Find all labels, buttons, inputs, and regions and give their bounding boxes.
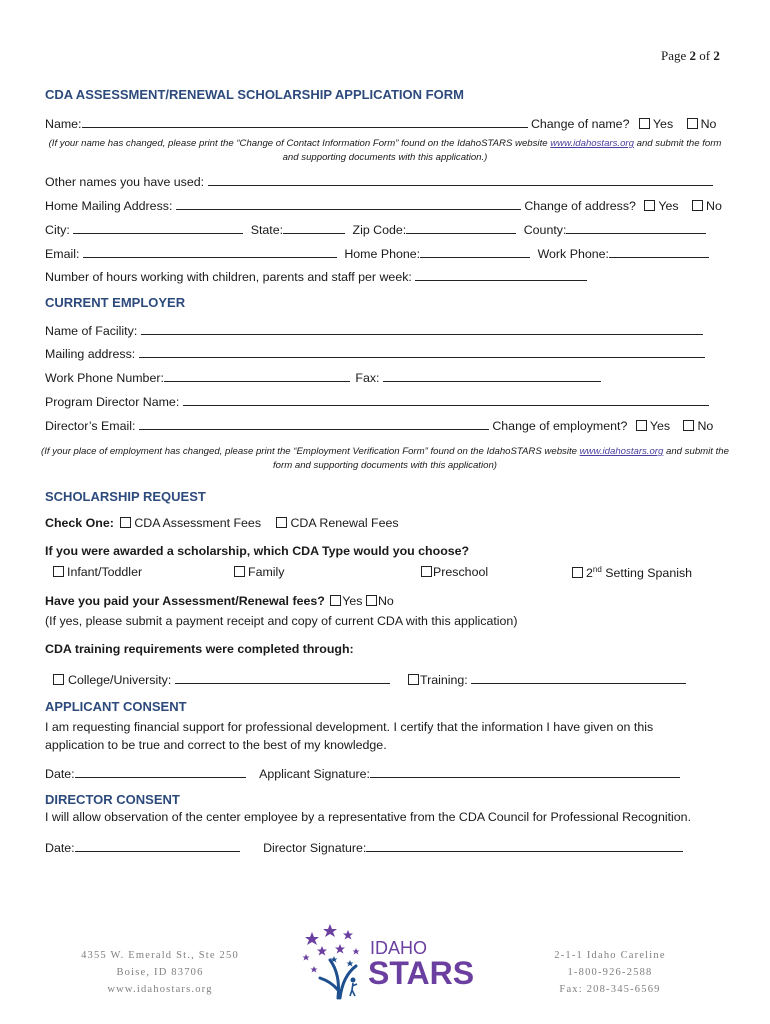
director-consent-heading: DIRECTOR CONSENT bbox=[45, 792, 180, 807]
mailing-field[interactable] bbox=[139, 345, 705, 358]
training-checkbox[interactable] bbox=[408, 674, 419, 685]
applicant-signature-field[interactable] bbox=[370, 765, 680, 778]
change-address-label: Change of address? bbox=[524, 199, 636, 213]
type-preschool-checkbox[interactable] bbox=[421, 566, 432, 577]
county-field[interactable] bbox=[566, 221, 706, 234]
paid-note: (If yes, please submit a payment receipt and copy of current CDA with this application) bbox=[45, 614, 518, 628]
change-name-label: Change of name? bbox=[530, 117, 630, 131]
applicant-consent-text: I am requesting financial support for professional development. I certify that the information I have given on this application to be true and correct to the best of my knowledge. bbox=[45, 720, 654, 752]
change-address-yes-label: Yes bbox=[658, 199, 679, 213]
footer-website: www.idahostars.org bbox=[107, 984, 213, 995]
other-names-field[interactable] bbox=[208, 173, 713, 186]
check-one-row bbox=[45, 516, 399, 530]
change-employment-yes-label: Yes bbox=[649, 419, 671, 433]
college-checkbox[interactable] bbox=[53, 674, 64, 685]
footer-address-line2: Boise, ID 83706 bbox=[116, 967, 204, 978]
footer-contact bbox=[520, 947, 700, 998]
form-title: CDA ASSESSMENT/RENEWAL SCHOLARSHIP APPLICATION FORM bbox=[45, 87, 464, 102]
fax-field[interactable] bbox=[383, 369, 601, 382]
applicant-consent-heading: APPLICANT CONSENT bbox=[45, 699, 187, 714]
assessment-fees-label: CDA Assessment Fees bbox=[134, 516, 262, 530]
change-name-no-label: No bbox=[700, 117, 717, 131]
director-signature-label: Director Signature: bbox=[263, 841, 367, 855]
idahostars-link[interactable]: www.idahostars.org bbox=[550, 138, 634, 149]
address-row bbox=[45, 197, 722, 213]
footer-phone: 1-800-926-2588 bbox=[567, 967, 653, 978]
type-preschool-option[interactable] bbox=[421, 565, 488, 579]
type-spanish-label: 2nd Setting Spanish bbox=[586, 565, 693, 581]
hours-field[interactable] bbox=[415, 268, 587, 281]
change-name-yes-checkbox[interactable] bbox=[639, 118, 650, 129]
logo-text-stars: STARS bbox=[368, 955, 475, 991]
type-infant-checkbox[interactable] bbox=[53, 566, 64, 577]
director-email-row bbox=[45, 417, 713, 433]
hours-label: Number of hours working with children, parents and staff per week: bbox=[45, 270, 412, 284]
renewal-fees-checkbox[interactable] bbox=[276, 517, 287, 528]
type-preschool-label: Preschool bbox=[433, 565, 489, 579]
type-family-option[interactable] bbox=[234, 565, 284, 579]
change-employment-no-checkbox[interactable] bbox=[683, 420, 694, 431]
employer-phone-field[interactable] bbox=[164, 369, 350, 382]
city-row bbox=[45, 221, 706, 237]
hours-row bbox=[45, 268, 587, 284]
work-phone-label: Work Phone: bbox=[537, 247, 609, 261]
name-change-note: (If your name has changed, please print the “Change of Contact Information Form” found on the IdahoSTARS website www.idahostars.org and submit the form and supporting documents with this application.) bbox=[48, 138, 722, 163]
state-label: State: bbox=[250, 223, 284, 237]
applicant-signature-label: Applicant Signature: bbox=[259, 767, 370, 781]
city-field[interactable] bbox=[73, 221, 243, 234]
paid-yes-checkbox[interactable] bbox=[330, 595, 341, 606]
director-consent-text: I will allow observation of the center employee by a representative from the CDA Council for Professional Recognition. bbox=[45, 810, 692, 824]
director-name-field[interactable] bbox=[183, 393, 709, 406]
paid-question: Have you paid your Assessment/Renewal fees? bbox=[45, 594, 325, 608]
college-row bbox=[53, 671, 390, 687]
email-label: Email: bbox=[45, 247, 80, 261]
type-spanish-checkbox[interactable] bbox=[572, 567, 583, 578]
facility-label: Name of Facility: bbox=[45, 324, 138, 338]
mailing-row bbox=[45, 345, 705, 361]
page-number: Page 2 of 2 bbox=[661, 48, 720, 63]
change-address-no-checkbox[interactable] bbox=[692, 200, 703, 211]
director-date-field[interactable] bbox=[75, 839, 240, 852]
footer-address bbox=[70, 947, 250, 998]
director-email-field[interactable] bbox=[139, 417, 489, 430]
paid-row bbox=[45, 594, 394, 608]
idahostars-link-2[interactable]: www.idahostars.org bbox=[579, 446, 664, 457]
employment-change-note: (If your place of employment has changed, please print the “Employment Verification Form” found on the IdahoSTARS website www.idahostars.org and submit the form and supporting documents with this application) bbox=[41, 446, 729, 471]
footer-fax: Fax: 208-345-6569 bbox=[559, 984, 661, 995]
logo-tree-icon bbox=[300, 920, 475, 1000]
training-field[interactable] bbox=[471, 671, 686, 684]
state-field[interactable] bbox=[283, 221, 345, 234]
other-names-row bbox=[45, 173, 713, 189]
college-field[interactable] bbox=[175, 671, 390, 684]
facility-field[interactable] bbox=[141, 322, 703, 335]
home-phone-field[interactable] bbox=[420, 245, 530, 258]
email-field[interactable] bbox=[83, 245, 337, 258]
home-phone-label: Home Phone: bbox=[344, 247, 421, 261]
renewal-fees-label: CDA Renewal Fees bbox=[290, 516, 399, 530]
change-employment-label: Change of employment? bbox=[492, 419, 628, 433]
email-row bbox=[45, 245, 709, 261]
fax-label: Fax: bbox=[355, 371, 380, 385]
change-address-yes-checkbox[interactable] bbox=[644, 200, 655, 211]
logo-text-idaho: IDAHO bbox=[370, 938, 428, 958]
type-infant-option[interactable] bbox=[53, 565, 142, 579]
change-employment-yes-checkbox[interactable] bbox=[636, 420, 647, 431]
type-infant-label: Infant/Toddler bbox=[67, 565, 143, 579]
name-field[interactable] bbox=[82, 115, 528, 128]
training-label: Training: bbox=[420, 673, 468, 687]
cda-type-question: If you were awarded a scholarship, which CDA Type would you choose? bbox=[45, 544, 470, 558]
zip-label: Zip Code: bbox=[352, 223, 407, 237]
zip-field[interactable] bbox=[406, 221, 516, 234]
name-label: Name: bbox=[45, 117, 82, 131]
training-question: CDA training requirements were completed through: bbox=[45, 642, 354, 656]
director-signature-field[interactable] bbox=[366, 839, 683, 852]
director-sign-row bbox=[45, 839, 683, 855]
other-names-label: Other names you have used: bbox=[45, 175, 205, 189]
paid-yes-label: Yes bbox=[342, 594, 363, 608]
change-employment-no-label: No bbox=[697, 419, 714, 433]
idaho-stars-logo bbox=[300, 920, 475, 1000]
director-name-row bbox=[45, 393, 709, 409]
name-row bbox=[45, 115, 716, 131]
applicant-date-label: Date: bbox=[45, 767, 75, 781]
city-label: City: bbox=[45, 223, 70, 237]
mailing-label: Mailing address: bbox=[45, 347, 136, 361]
paid-no-checkbox[interactable] bbox=[366, 595, 377, 606]
work-phone-fax-row bbox=[45, 369, 601, 385]
applicant-date-field[interactable] bbox=[75, 765, 246, 778]
director-date-label: Date: bbox=[45, 841, 75, 855]
change-address-no-label: No bbox=[706, 199, 722, 213]
check-one-label: Check One: bbox=[45, 516, 114, 530]
county-label: County: bbox=[523, 223, 567, 237]
address-label: Home Mailing Address: bbox=[45, 199, 173, 213]
type-family-label: Family bbox=[248, 565, 285, 579]
director-email-label: Director’s Email: bbox=[45, 419, 136, 433]
change-name-yes-label: Yes bbox=[652, 117, 674, 131]
training-row bbox=[408, 671, 686, 687]
assessment-fees-checkbox[interactable] bbox=[120, 517, 131, 528]
address-field[interactable] bbox=[176, 197, 521, 210]
facility-row bbox=[45, 322, 703, 338]
scholarship-heading: SCHOLARSHIP REQUEST bbox=[45, 489, 206, 504]
work-phone-field[interactable] bbox=[609, 245, 709, 258]
employer-phone-label: Work Phone Number: bbox=[45, 371, 164, 385]
college-label: College/University: bbox=[68, 673, 172, 687]
paid-no-label: No bbox=[377, 594, 394, 608]
footer-careline: 2-1-1 Idaho Careline bbox=[554, 950, 666, 961]
director-name-label: Program Director Name: bbox=[45, 395, 180, 409]
employer-heading: CURRENT EMPLOYER bbox=[45, 295, 186, 310]
applicant-sign-row bbox=[45, 765, 680, 781]
change-name-no-checkbox[interactable] bbox=[687, 118, 698, 129]
footer-address-line1: 4355 W. Emerald St., Ste 250 bbox=[81, 950, 239, 961]
type-spanish-option[interactable] bbox=[572, 565, 692, 580]
type-family-checkbox[interactable] bbox=[234, 566, 245, 577]
